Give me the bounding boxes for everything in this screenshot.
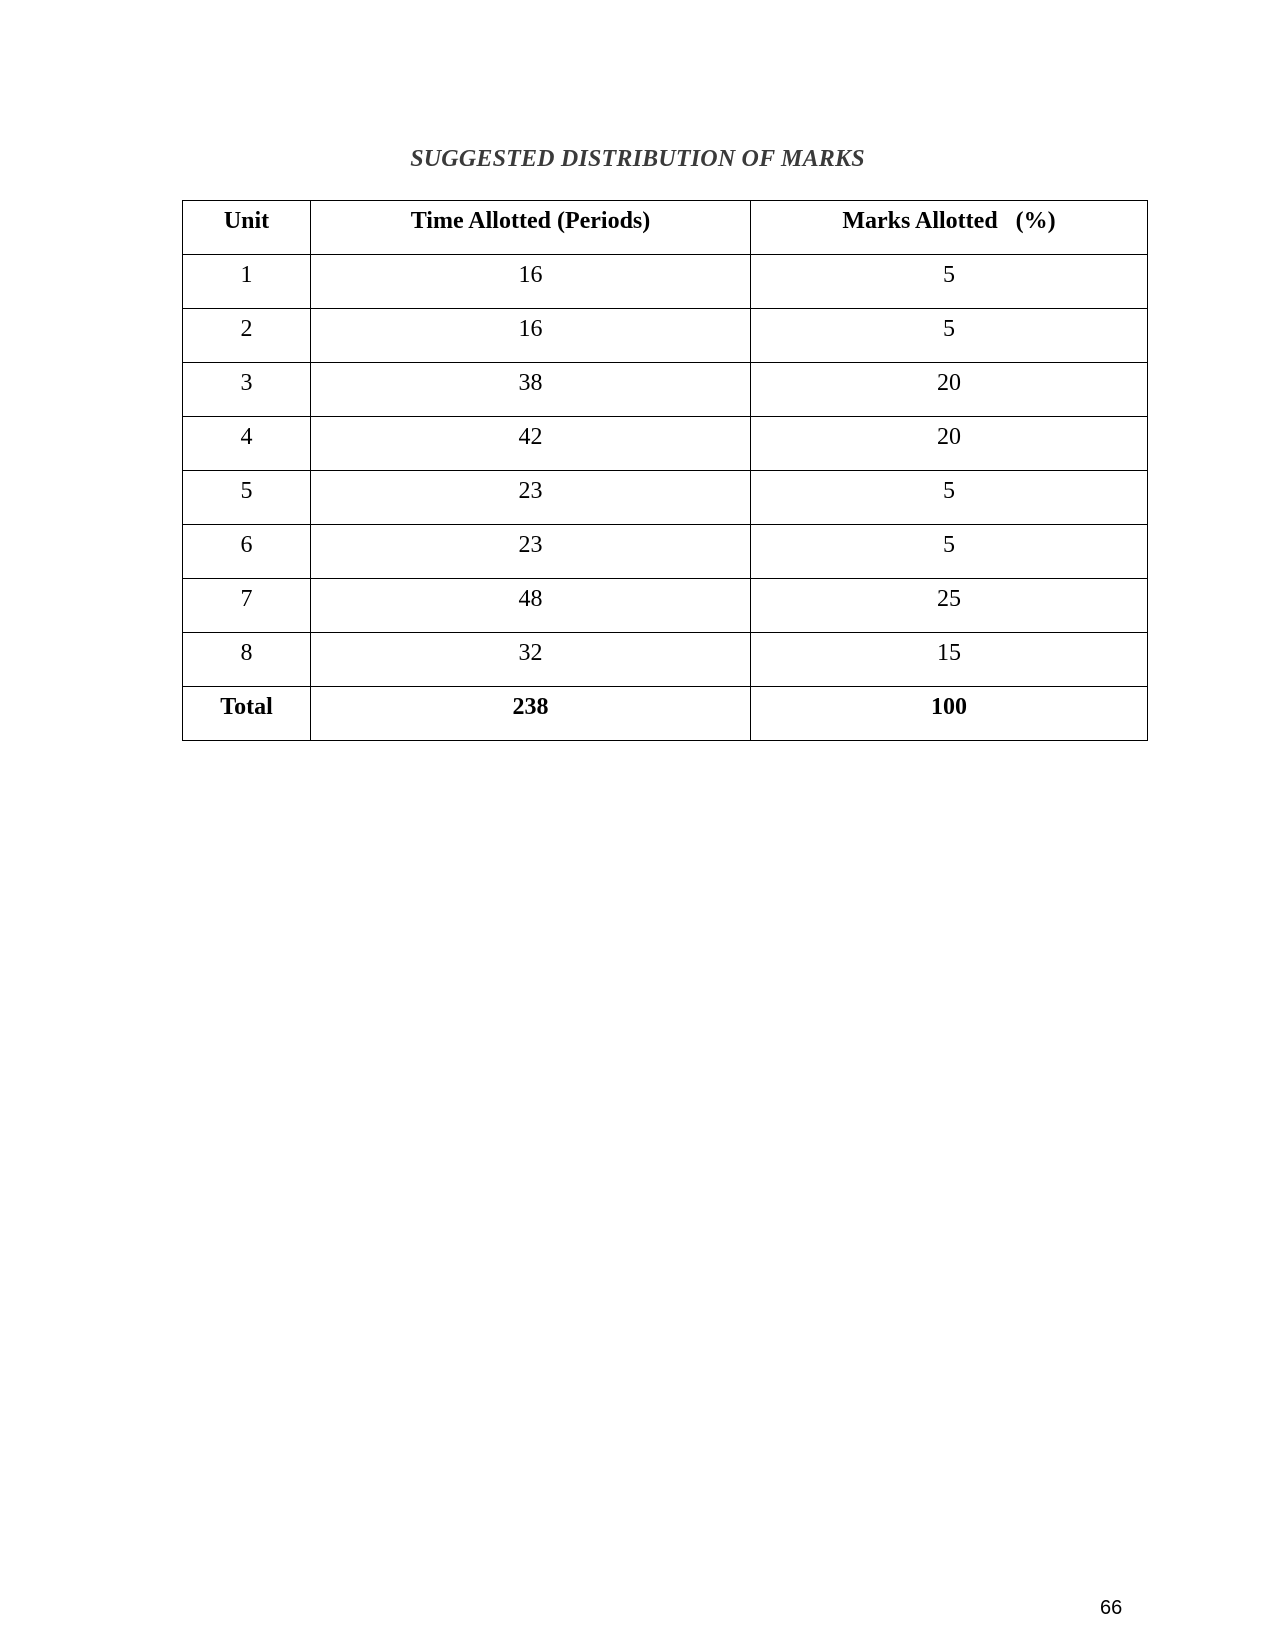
table-row bbox=[183, 525, 1148, 579]
cell-unit: 1 bbox=[183, 255, 311, 309]
cell-unit: 8 bbox=[183, 633, 311, 687]
header-time-allotted: Time Allotted (Periods) bbox=[311, 201, 751, 255]
cell-time: 38 bbox=[311, 363, 751, 417]
cell-time: 23 bbox=[311, 525, 751, 579]
cell-time: 23 bbox=[311, 471, 751, 525]
cell-unit: 7 bbox=[183, 579, 311, 633]
cell-time: 32 bbox=[311, 633, 751, 687]
table-row bbox=[183, 363, 1148, 417]
cell-unit: 4 bbox=[183, 417, 311, 471]
marks-distribution-table bbox=[182, 200, 1148, 741]
cell-unit: 5 bbox=[183, 471, 311, 525]
cell-unit: 2 bbox=[183, 309, 311, 363]
total-label: Total bbox=[183, 687, 311, 741]
cell-time: 16 bbox=[311, 309, 751, 363]
table-row bbox=[183, 309, 1148, 363]
cell-marks: 15 bbox=[751, 633, 1148, 687]
cell-marks: 5 bbox=[751, 471, 1148, 525]
total-time: 238 bbox=[311, 687, 751, 741]
table-total-row bbox=[183, 687, 1148, 741]
cell-unit: 3 bbox=[183, 363, 311, 417]
header-unit: Unit bbox=[183, 201, 311, 255]
cell-marks: 20 bbox=[751, 417, 1148, 471]
cell-marks: 5 bbox=[751, 525, 1148, 579]
cell-marks: 5 bbox=[751, 309, 1148, 363]
table-row bbox=[183, 471, 1148, 525]
table-row bbox=[183, 255, 1148, 309]
page-number: 66 bbox=[1100, 1597, 1123, 1619]
total-marks: 100 bbox=[751, 687, 1148, 741]
document-title: SUGGESTED DISTRIBUTION OF MARKS bbox=[410, 146, 865, 172]
table-row bbox=[183, 579, 1148, 633]
cell-time: 48 bbox=[311, 579, 751, 633]
cell-marks: 5 bbox=[751, 255, 1148, 309]
cell-time: 42 bbox=[311, 417, 751, 471]
table-row bbox=[183, 417, 1148, 471]
cell-marks: 20 bbox=[751, 363, 1148, 417]
cell-time: 16 bbox=[311, 255, 751, 309]
cell-marks: 25 bbox=[751, 579, 1148, 633]
cell-unit: 6 bbox=[183, 525, 311, 579]
table-header-row bbox=[183, 201, 1148, 255]
header-marks-allotted: Marks Allotted (%) bbox=[751, 201, 1148, 255]
table-row bbox=[183, 633, 1148, 687]
